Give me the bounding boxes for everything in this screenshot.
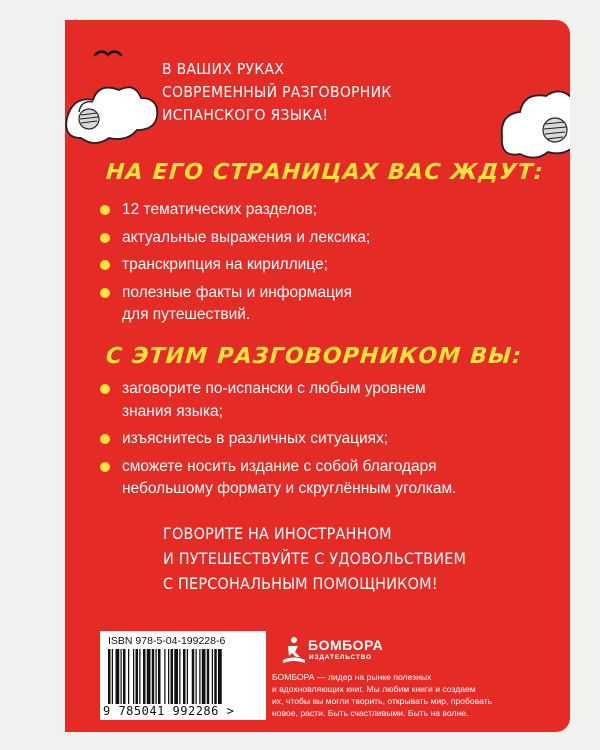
barcode-box [100,631,266,720]
list-item-text: изъяснитесь в различных ситуациях; [122,430,389,447]
section-heading-pages: НА ЕГО СТРАНИЦАХ ВАС ЖДУТ: [105,160,545,185]
list-item [100,378,540,423]
barcode-digits: 9 785041 992286 > [103,704,235,718]
bullet-icon [100,434,110,444]
surfer-logo-icon [282,636,306,666]
intro-line: ИСПАНСКОГО ЯЗЫКА! [162,106,329,124]
publisher-subtitle: ИЗДАТЕЛЬСТВО [309,654,372,661]
list-item-text: транскрипция на кириллице; [122,256,328,273]
cloud-right-icon [502,91,570,157]
barcode-icon [108,649,258,704]
list-item [100,199,540,222]
bullet-icon [100,260,110,270]
bird-icon [95,52,121,56]
list-item-text: актуальные выражения и лексика; [122,228,371,246]
list-item-text: для путешествий. [122,306,251,323]
closing-line: С ПЕРСОНАЛЬНЫМ ПОМОЩНИКОМ! [163,574,438,593]
list-item [100,227,540,250]
list-item [100,254,540,277]
bullet-icon [100,384,110,394]
list-item-text: знания языка; [122,402,223,420]
bullet-icon [100,233,110,243]
benefits-list [100,378,540,506]
section-heading-benefits: С ЭТИМ РАЗГОВОРНИКОМ ВЫ: [105,344,524,369]
closing-text [163,521,523,596]
cloud-left-icon [66,87,157,143]
list-item [100,428,540,451]
list-item [100,456,540,501]
publisher-name: БОМБОРА [308,637,384,653]
intro-line: СОВРЕМЕННЫЙ РАЗГОВОРНИК [162,83,392,101]
publisher-line: новое, расти. Быть счастливыми. Быть на волне. [272,708,469,718]
bullet-icon [100,205,110,215]
publisher-line: их, чтобы вы могли творить, открывать мир, пробовать [272,696,493,706]
isbn-label: ISBN 978-5-04-199228-6 [108,635,226,647]
publisher-logo [282,636,392,668]
list-item-text: 12 тематических разделов; [122,201,318,218]
list-item-text: сможете носить издание с собой благодаря [122,457,437,475]
list-item [100,282,540,327]
publisher-description [272,671,542,719]
bullet-icon [100,462,110,472]
closing-line: ГОВОРИТЕ НА ИНОСТРАННОМ [163,524,392,543]
publisher-line: и вдохновляющих книг. Мы любим книги и создаем [272,684,476,694]
list-item-text: небольшому формату и скруглённым уголкам. [122,480,457,497]
features-list [100,199,540,332]
publisher-line: БОМБОРА — лидер на рынке полезных [272,672,432,682]
intro-text [162,58,462,127]
bullet-icon [100,288,110,298]
list-item-text: заговорите по-испански с любым уровнем [122,380,426,397]
intro-line: В ВАШИХ РУКАХ [162,60,285,78]
closing-line: И ПУТЕШЕСТВУЙТЕ С УДОВОЛЬСТВИЕМ [163,549,467,568]
list-item-text: полезные факты и информация [122,283,352,301]
